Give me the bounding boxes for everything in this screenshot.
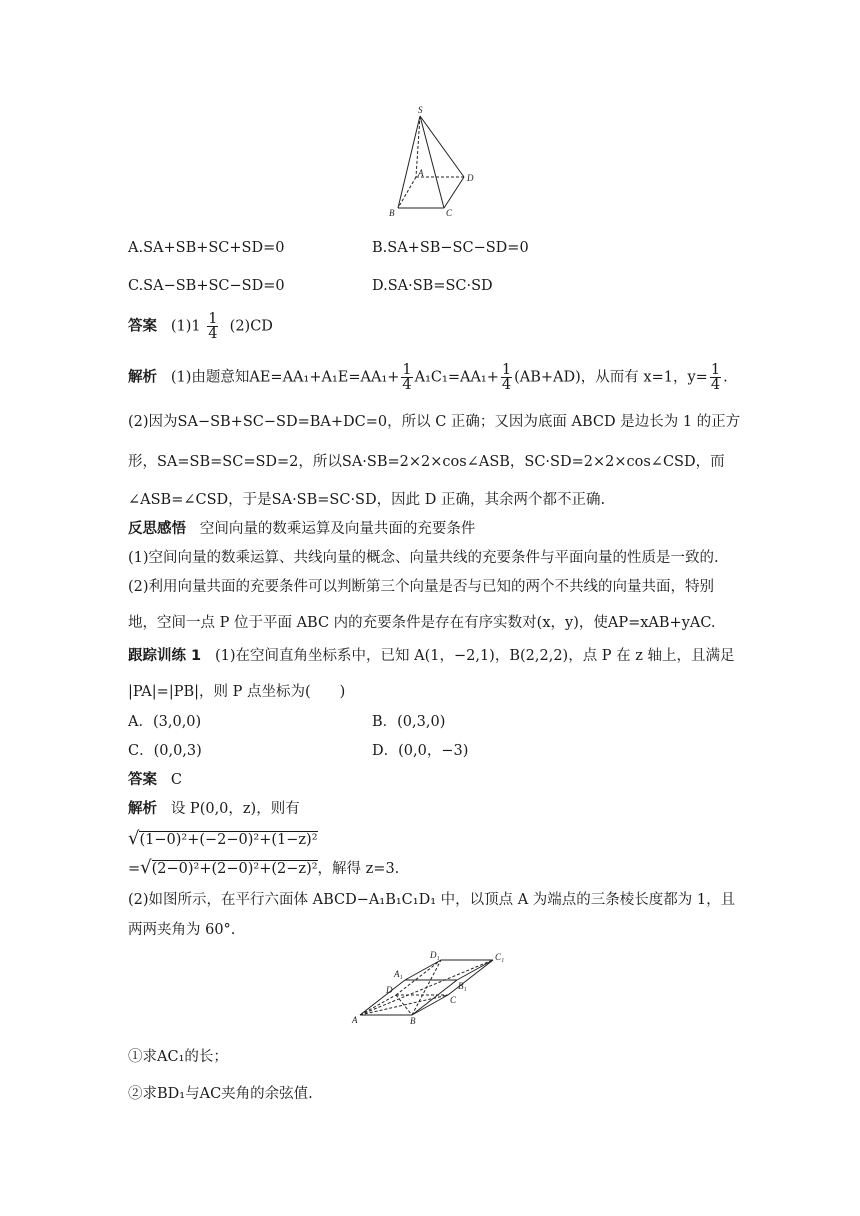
analysis-1-line1: 解析 (1)由题意知AE=AA₁+A₁E=AA₁+ $\frac{1}{4}$ A₁C₁=AA₁+ $\frac{1}{4}$ (AB+AD)，从而有 x=1，y= $\frac{1}{4}$ . — [128, 362, 728, 393]
training-label: 跟踪训练 1 — [128, 648, 202, 664]
answer-part1: (1)1 — [170, 318, 201, 335]
label-D: D — [467, 173, 474, 183]
training-option-a: A．(3,0,0) — [128, 714, 202, 730]
analysis-1-line2: (2)因为SA−SB+SC−SD=BA+DC=0，所以 C 正确；又因为底面 ABCD 是边长为 1 的正方 — [128, 414, 741, 430]
part2-line1: (2)如图所示，在平行六面体 ABCD−A₁B₁C₁D₁ 中，以顶点 A 为端点的三条棱长度都为 1，且 — [128, 892, 736, 908]
analysis-2-line2: √(1−0)²+(−2−0)²+(1−z)² — [128, 828, 318, 849]
option-b: B.SA+SB−SC−SD=0 — [372, 240, 529, 256]
reflection-line1: (1)空间向量的数乘运算、共线向量的概念、向量共线的充要条件与平面向量的性质是一致的. — [128, 550, 719, 566]
label-A: A — [352, 1015, 358, 1025]
answer-label: 答案 — [128, 318, 157, 335]
training-line2: |PA|=|PB|，则 P 点坐标为( ) — [128, 684, 346, 700]
option-a: A.SA+SB+SC+SD=0 — [128, 240, 285, 256]
part2-line2: 两两夹角为 60°. — [128, 922, 236, 938]
analysis-2-label: 解析 — [128, 801, 157, 817]
training-line1: 跟踪训练 1 (1)在空间直角坐标系中，已知 A(1，−2,1)，B(2,2,2)，点 P 在 z 轴上，且满足 — [128, 648, 735, 664]
option-d: D.SA·SB=SC·SD — [372, 278, 493, 294]
answer-2-value: C — [170, 772, 182, 788]
option-c: C.SA−SB+SC−SD=0 — [128, 278, 285, 294]
label-A1: A₁ — [394, 969, 403, 979]
label-C1: C₁ — [495, 952, 505, 962]
analysis-2-line3: =√(2−0)²+(2−0)²+(2−z)²，解得 z=3. — [128, 857, 400, 878]
analysis-1-line3: 形，SA=SB=SC=SD=2，所以SA·SB=2×2×cos∠ASB，SC·SD=2×2×cos∠CSD，而 — [128, 454, 725, 470]
label-C: C — [446, 208, 453, 218]
answer-fraction: $\frac{1}{4}$ — [208, 311, 218, 342]
answer-2-label: 答案 — [128, 772, 157, 788]
answer-1 — [128, 312, 273, 341]
training-option-c: C．(0,0,3) — [128, 743, 202, 759]
label-D: D — [386, 985, 393, 995]
label-A: A — [418, 168, 424, 178]
label-B1: B₁ — [458, 981, 467, 991]
analysis-label: 解析 — [128, 369, 157, 386]
question-1: ①求AC₁的长； — [128, 1049, 228, 1065]
answer-part2: (2)CD — [229, 318, 273, 335]
parallelepiped-figure — [350, 945, 510, 1025]
label-C: C — [450, 995, 457, 1005]
answer-2 — [128, 770, 182, 790]
reflection-title: 空间向量的数乘运算及向量共面的充要条件 — [199, 521, 476, 537]
analysis-1-line4: ∠ASB=∠CSD，于是SA·SB=SC·SD，因此 D 正确，其余两个都不正确. — [128, 492, 606, 508]
training-option-d: D．(0,0，−3) — [372, 743, 469, 759]
reflection-label: 反思感悟 — [128, 521, 186, 537]
label-B: B — [389, 208, 395, 218]
reflection-line3: 地，空间一点 P 位于平面 ABC 内的充要条件是存在有序实数对(x，y)，使AP=xAB+yAC. — [128, 615, 716, 631]
reflection-line2: (2)利用向量共面的充要条件可以判断第三个向量是否与已知的两个不共线的向量共面，特别 — [128, 579, 715, 595]
label-D1: D₁ — [430, 950, 440, 960]
label-B: B — [410, 1016, 416, 1025]
label-S: S — [418, 105, 423, 115]
pyramid-figure — [380, 102, 490, 222]
training-option-b: B．(0,3,0) — [372, 714, 446, 730]
question-2: ②求BD₁与AC夹角的余弦值. — [128, 1086, 313, 1102]
reflection-heading — [128, 519, 475, 539]
analysis-2-line1: 解析 设 P(0,0，z)，则有 — [128, 801, 300, 817]
